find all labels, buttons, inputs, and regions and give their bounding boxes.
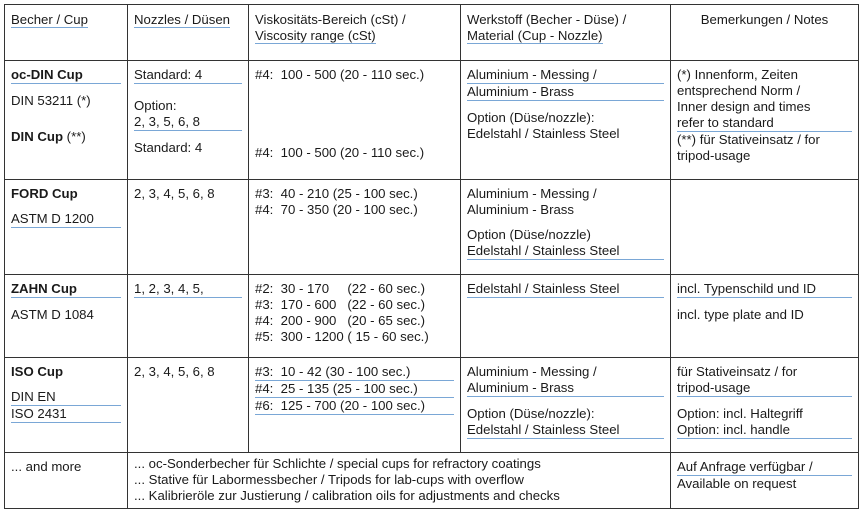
notes-cell: Auf Anfrage verfügbar / Available on request [671, 453, 859, 509]
header-row [5, 5, 859, 61]
header-cup: Becher / Cup [5, 5, 128, 61]
table-row [5, 275, 859, 358]
viscosity-cell: #4: 100 - 500 (20 - 110 sec.) #4: 100 - 500 (20 - 110 sec.) [249, 61, 461, 180]
cup-cell: oc-DIN Cup DIN 53211 (*) DIN Cup (**) [5, 61, 128, 180]
material-cell: Aluminium - Messing / Aluminium - Brass Option (Düse/nozzle): Edelstahl / Stainless Steel [461, 358, 671, 453]
nozzles-cell: 1, 2, 3, 4, 5, [128, 275, 249, 358]
notes-cell: (*) Innenform, Zeiten entsprechend Norm / Inner design and times refer to standard (**) für Stativeinsatz / for tripod-usage [671, 61, 859, 180]
nozzles-cell: 2, 3, 4, 5, 6, 8 [128, 180, 249, 275]
nozzles-cell: Standard: 4 Option: 2, 3, 5, 6, 8 Standard: 4 [128, 61, 249, 180]
viscosity-cell: #2: 30 - 170 (22 - 60 sec.) #3: 170 - 600 (22 - 60 sec.) #4: 200 - 900 (20 - 65 sec.) #5: 300 - 1200 ( 15 - 60 sec.) [249, 275, 461, 358]
notes-cell: incl. Typenschild und ID incl. type plate and ID [671, 275, 859, 358]
cup-spec-table [4, 4, 859, 509]
header-material: Werkstoff (Becher - Düse) / Material (Cup - Nozzle) [461, 5, 671, 61]
more-label-cell: ... and more [5, 453, 128, 509]
table-row [5, 180, 859, 275]
header-viscosity: Viskositäts-Bereich (cSt) / Viscosity range (cSt) [249, 5, 461, 61]
viscosity-cell: #3: 40 - 210 (25 - 100 sec.) #4: 70 - 350 (20 - 100 sec.) [249, 180, 461, 275]
notes-cell [671, 180, 859, 275]
material-cell: Edelstahl / Stainless Steel [461, 275, 671, 358]
material-cell: Aluminium - Messing / Aluminium - Brass Option (Düse/nozzle) Edelstahl / Stainless Steel [461, 180, 671, 275]
material-cell: Aluminium - Messing / Aluminium - Brass Option (Düse/nozzle): Edelstahl / Stainless Steel [461, 61, 671, 180]
table-row [5, 61, 859, 180]
table-row-more [5, 453, 859, 509]
table-row [5, 358, 859, 453]
cup-cell: ISO Cup DIN EN ISO 2431 [5, 358, 128, 453]
cup-cell: FORD Cup ASTM D 1200 [5, 180, 128, 275]
header-notes: Bemerkungen / Notes [671, 5, 859, 61]
nozzles-cell: 2, 3, 4, 5, 6, 8 [128, 358, 249, 453]
header-nozzles: Nozzles / Düsen [128, 5, 249, 61]
viscosity-cell: #3: 10 - 42 (30 - 100 sec.) #4: 25 - 135 (25 - 100 sec.) #6: 125 - 700 (20 - 100 sec.) [249, 358, 461, 453]
cup-cell: ZAHN Cup ASTM D 1084 [5, 275, 128, 358]
more-items-cell: ... oc-Sonderbecher für Schlichte / special cups for refractory coatings ... Stative für Labormessbecher / Tripods for lab-cups with overflow ... Kalibrieröle zur Justierung / calibration oils for adjustments and checks [128, 453, 671, 509]
notes-cell: für Stativeinsatz / for tripod-usage Option: incl. Haltegriff Option: incl. handle [671, 358, 859, 453]
